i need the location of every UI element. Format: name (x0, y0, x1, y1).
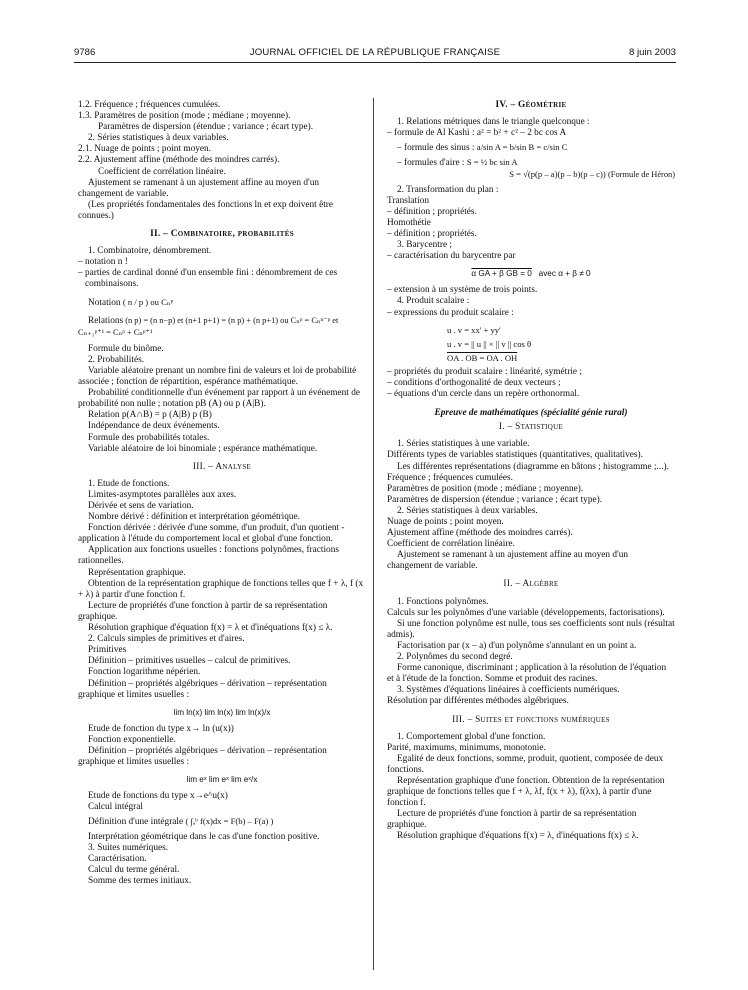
text-line: 2. Séries statistiques à deux variables. (88, 133, 229, 144)
text-line: Paramètres de dispersion (étendue ; variance ; écart type). (387, 494, 603, 505)
section-title: IV. – Géométrie (495, 100, 567, 110)
text-line: – équations d'un cercle dans un repère orthonormal. (387, 389, 580, 400)
text-line: 4. Produit scalaire : (397, 296, 470, 307)
text-line: 1.2. Fréquence ; fréquences cumulées. (78, 100, 221, 110)
area-formula: S = ½ bc sin A (466, 157, 518, 168)
text-line: Fonction dérivée : dérivée d'une somme, d'un produit, d'un quotient - application à l'étude du comportement local et global d'une fonction. (78, 523, 345, 545)
text-line: Egalité de deux fonctions, somme, produit, quotient, composée de deux fonctions. (387, 753, 664, 775)
text-line: Ajustement se ramenant à un ajustement affine au moyen d'un changement de variable. (387, 550, 629, 572)
exam-title: Epreuve de mathématiques (spécialité génie rural) (434, 408, 628, 419)
text-line: Coefficient de corrélation linéaire. (387, 539, 515, 550)
section-title: III. – Analyse (192, 461, 252, 472)
text-line: 1. Etude de fonctions. (88, 478, 170, 489)
text-line: Définition – propriétés algébriques – dérivation – représentation graphique et limites usuelles : (78, 678, 327, 700)
text-line: 2.1. Nuage de points ; point moyen. (78, 144, 211, 155)
text-line: – formule de Al Kashi : a² = b² + c² – 2 bc cos A (387, 128, 567, 139)
text-line: 1. Comportement global d'une fonction. (397, 731, 546, 742)
relations-label: Relations (88, 315, 124, 326)
text-line: – définition ; propriétés. (387, 228, 477, 239)
text-line: Lecture de propriétés d'une fonction à partir de sa représentation graphique. (387, 809, 637, 831)
text-line: Lecture de propriétés d'une fonction à partir de sa représentation graphique. (78, 600, 328, 622)
text-line: 1. Relations métriques dans le triangle quelconque : (397, 117, 590, 128)
text-line: Nombre dérivé : définition et interprétation géométrique. (88, 512, 300, 523)
barycenter-formula: α GA + β GB = 0 (471, 269, 532, 279)
journal-title: JOURNAL OFFICIEL DE LA RÉPUBLIQUE FRANÇAISE (249, 47, 501, 58)
text-line: Somme des termes initiaux. (88, 875, 192, 886)
text-line: Obtention de la représentation graphique de fonctions telles que f + λ, f (x + λ) à partir d'une fonction f. (78, 578, 364, 600)
page-header (74, 47, 676, 63)
text-line: Paramètres de position (mode ; médiane ; moyenne). (387, 483, 584, 494)
text-line: 1. Séries statistiques à une variable. (397, 439, 530, 450)
text-line: 2. Calculs simples de primitives et d'aires. (88, 634, 245, 645)
notation-formula: ( n / p ) ou Cₙᵖ (122, 296, 174, 307)
section-title: III. – Suites et fonctions numériques (452, 714, 610, 725)
text-line: Fonction exponentielle. (88, 734, 176, 745)
text-line: – notation n ! (78, 257, 128, 268)
text-line: 1. Fonctions polynômes. (397, 596, 489, 607)
text-line: 3. Barycentre ; (397, 240, 452, 251)
text-line: Coefficient de corrélation linéaire. (98, 166, 226, 177)
notation-line (78, 297, 366, 309)
right-column (387, 100, 675, 843)
text-line: Forme canonique, discriminant ; application à la résolution de l'équation et à l'étude de la fonction. Somme et produit des racines. (387, 663, 667, 685)
header-rule (74, 62, 676, 63)
text-line: Etude de fonction du type x→ ln (u(x)) (88, 723, 234, 734)
text-line: Factorisation par (x – a) d'un polynôme s'annulant en un point a. (397, 640, 637, 651)
scalar-formula-1: u . v = xx' + yy' (447, 324, 501, 335)
text-line: – parties de cardinal donné d'un ensemble fini : dénombrement de ces combinaisons. (78, 268, 338, 290)
text-line: Fonction logarithme népérien. (88, 667, 201, 678)
column-divider (373, 98, 374, 970)
text-line: Paramètres de dispersion (étendue ; variance ; écart type). (98, 122, 314, 133)
relations-formula: (n p) = (n n−p) et (n+1 p+1) = (n p) + (n p+1) ou Cₙᵖ = Cₙⁿ⁻ᵖ et Cₙ₊₁ᵖ⁺¹ = Cₙᵖ + Cₙᵖ⁺¹ (78, 315, 339, 337)
barycenter-condition: avec α + β ≠ 0 (538, 269, 591, 279)
text-line: Définition – propriétés algébriques – dérivation – représentation graphique et limites usuelles : (78, 745, 327, 768)
text-line: Formule des probabilités totales. (88, 432, 210, 443)
text-line: – propriétés du produit scalaire : linéarité, symétrie ; (387, 366, 582, 377)
text-line: 3. Systèmes d'équations linéaires à coefficients numériques. (397, 685, 620, 696)
text-line: Si une fonction polynôme est nulle, tous ses coefficients sont nuls (résultat admis). (387, 618, 675, 640)
scalar-formula-3: OA . OB = OA . OH (447, 352, 518, 363)
text-line: Nuage de points ; point moyen. (387, 517, 504, 527)
text-line: 2.2. Ajustement affine (méthode des moindres carrés). (78, 155, 280, 166)
text-line: Représentation graphique. (88, 567, 186, 578)
section-title: II. – Combinatoire, probabilités (150, 229, 294, 240)
text-line: Limites-asymptotes parallèles aux axes. (88, 489, 237, 500)
integral-line (78, 816, 366, 828)
text-line: Etude de fonctions du type x→e^u(x) (88, 791, 228, 802)
text-line: 1. Combinatoire, dénombrement. (88, 246, 212, 257)
text-line: Ajustement affine (méthode des moindres carrés). (387, 528, 573, 539)
text-line: Différents types de variables statistiques (quantitatives, qualitatives). (387, 450, 643, 461)
text-line: Calcul du terme général. (88, 864, 180, 875)
text-line: Relation p(A∩B) = p (A|B) p (B) (88, 410, 212, 421)
area-label: – formules d'aire : (397, 158, 465, 169)
text-line: Résolution par différentes méthodes algébriques. (387, 696, 569, 707)
text-line: Probabilité conditionnelle d'un événement par rapport à un événement de probabilité non nulle ; notation pB (A) ou p (A|B). (78, 388, 360, 410)
text-line: Variable aléatoire prenant un nombre fini de valeurs et loi de probabilité associée ; fonction de répartition, espérance mathématique. (78, 365, 357, 388)
text-line: – définition ; propriétés. (387, 206, 477, 217)
text-line: – caractérisation du barycentre par (387, 251, 516, 262)
text-line: 2. Transformation du plan : (397, 184, 499, 195)
text-line: Application aux fonctions usuelles : fonctions polynômes, fractions rationnelles. (78, 545, 339, 567)
text-line: 1.3. Paramètres de position (mode ; médiane ; moyenne). (78, 111, 291, 122)
issue-date: 8 juin 2003 (629, 47, 676, 58)
section-title: II. – Algèbre (503, 579, 559, 590)
text-line: Résolution graphique d'équation f(x) = λ et d'inéquations f(x) ≤ λ. (88, 623, 333, 634)
left-column (78, 100, 366, 887)
text-line: Définition – primitives usuelles – calcul de primitives. (88, 656, 291, 667)
relations-line (78, 315, 366, 338)
notation-label: Notation (88, 297, 121, 308)
text-line: 2. Probabilités. (88, 354, 145, 365)
text-line: Représentation graphique d'une fonction. Obtention de la représentation graphique de fonctions telles que f + λ, λf, f(x + λ), f(λx), à partir d'une fonction f. (387, 775, 665, 809)
integral-formula: ( ∫ₐᵇ f(x)dx = F(b) – F(a) ) (185, 816, 274, 827)
text-line: Dérivée et sens de variation. (88, 501, 194, 511)
heron-line (387, 169, 675, 181)
sine-law-formula: a/sin A = b/sin B = c/sin C (476, 142, 568, 153)
text-line: Variable aléatoire de loi binomiale ; espérance mathématique. (88, 443, 318, 454)
text-line: Interprétation géométrique dans le cas d'une fonction positive. (88, 831, 320, 842)
scalar-formula-2: u . v = || u || × || v || cos θ (447, 338, 532, 349)
sine-law-line (387, 142, 675, 154)
heron-formula: S = √(p(p – a)(p – b)(p – c)) (509, 169, 606, 180)
text-line: Homothétie (387, 217, 431, 228)
page-number: 9786 (74, 47, 96, 58)
text-line: Les différentes représentations (diagramme en bâtons ; histogramme ;...). (397, 461, 669, 472)
text-line: Translation (387, 195, 430, 206)
sine-law-label: – formule des sinus : (397, 143, 475, 154)
text-line: – conditions d'orthogonalité de deux vecteurs ; (387, 377, 561, 388)
text-line: Calcul intégral (88, 802, 143, 813)
text-line: Ajustement se ramenant à un ajustement affine au moyen d'un changement de variable. (78, 177, 320, 199)
text-line: Caractérisation. (88, 853, 147, 864)
text-line: 2. Séries statistiques à deux variables. (397, 505, 538, 516)
text-line: Formule du binôme. (88, 343, 164, 354)
text-line: – extension à un système de trois points. (387, 285, 538, 296)
limits-exp-formula: lim eˣ lim eˣ lim eˣ/x (186, 775, 258, 785)
text-line: (Les propriétés fondamentales des fonctions ln et exp doivent être connues.) (78, 199, 333, 221)
text-line: 3. Suites numériques. (88, 842, 169, 853)
text-line: Calculs sur les polynômes d'une variable (développements, factorisations). (387, 607, 665, 618)
text-line: Parité, maximums, minimums, monotonie. (387, 742, 546, 753)
text-line: Résolution graphique d'équations f(x) = λ, d'inéquations f(x) ≤ λ. (397, 831, 639, 842)
text-line: – expressions du produit scalaire : (387, 307, 514, 318)
area-line (387, 157, 675, 169)
barycenter-line (387, 268, 675, 279)
section-title: I. – Statistique (498, 422, 564, 433)
limits-ln-formula: lim ln(x) lim ln(x) lim ln(x)/x (173, 707, 271, 717)
text-line: Indépendance de deux événements. (88, 421, 220, 432)
text-line: Primitives (88, 645, 127, 656)
heron-label: (Formule de Héron) (608, 170, 675, 180)
text-line: 2. Polynômes du second degré. (397, 652, 513, 663)
text-line: Fréquence ; fréquences cumulées. (387, 472, 513, 483)
integral-label: Définition d'une intégrale (88, 817, 184, 828)
